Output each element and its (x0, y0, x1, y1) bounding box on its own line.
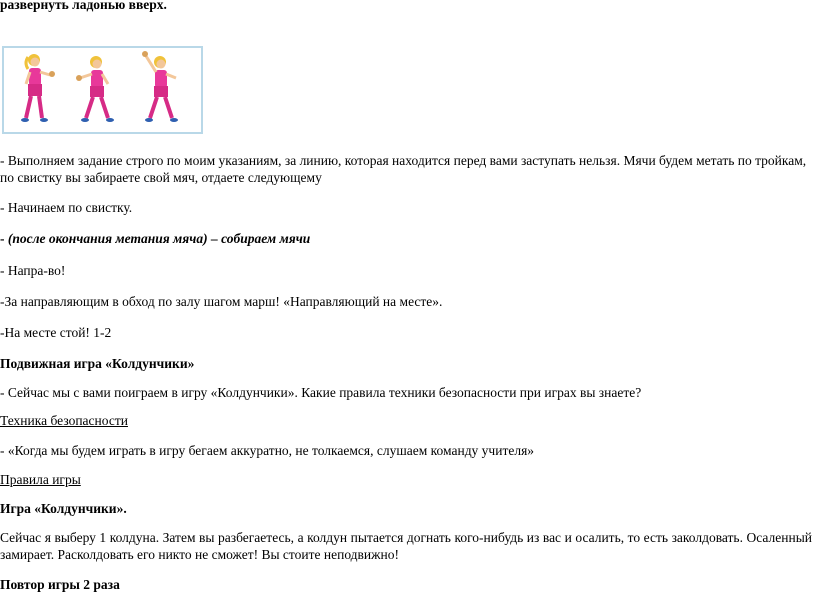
link-safety[interactable]: Техника безопасности (0, 413, 128, 428)
paragraph-collect-balls (0, 230, 310, 247)
dash: - (0, 231, 8, 246)
paragraph-start: - Начинаем по свистку. (0, 200, 133, 215)
girl-1 (21, 54, 55, 122)
paragraph-game-rules: Сейчас я выберу 1 колдуна. Затем вы разбегаетесь, а колдун пытается догнать кого-нибудь из вас и осалить, то есть заколдовать. Осаленный замирает. Расколдовать его никто не сможет! Вы стоите неподвижно! (0, 530, 812, 562)
heading-mobile-game: Подвижная игра «Колдунчики» (0, 356, 195, 371)
heading-repeat: Повтор игры 2 раза (0, 577, 120, 592)
girls-figure (4, 48, 201, 132)
paragraph-march: -За направляющим в обход по залу шагом марш! «Направляющий на месте». (0, 294, 443, 309)
paragraph-turn: - Напра-во! (0, 263, 66, 278)
heading-game: Игра «Колдунчики». (0, 501, 127, 516)
link-game-rules[interactable]: Правила игры (0, 472, 81, 487)
collect-balls-text: (после окончания метания мяча) – собираем мячи (7, 231, 311, 246)
top-cut-line: развернуть ладонью вверх. (0, 0, 167, 12)
girl-3 (142, 51, 178, 122)
girl-2 (76, 56, 114, 122)
paragraph-instructions: - Выполняем задание строго по моим указаниям, за линию, которая находится перед вами заступать нельзя. Мячи будем метать по тройкам, по свистку вы забираете свой мяч, отдаете следующему (0, 153, 807, 185)
paragraph-safety-answer: - «Когда мы будем играть в игру бегаем аккуратно, не толкаемся, слушаем команду учителя» (0, 443, 535, 458)
paragraph-safety-question: - Сейчас мы с вами поиграем в игру «Колдунчики». Какие правила техники безопасности при играх вы знаете? (0, 385, 642, 400)
illustration-throwing-girls (2, 46, 203, 134)
paragraph-stop: -На месте стой! 1-2 (0, 325, 112, 340)
